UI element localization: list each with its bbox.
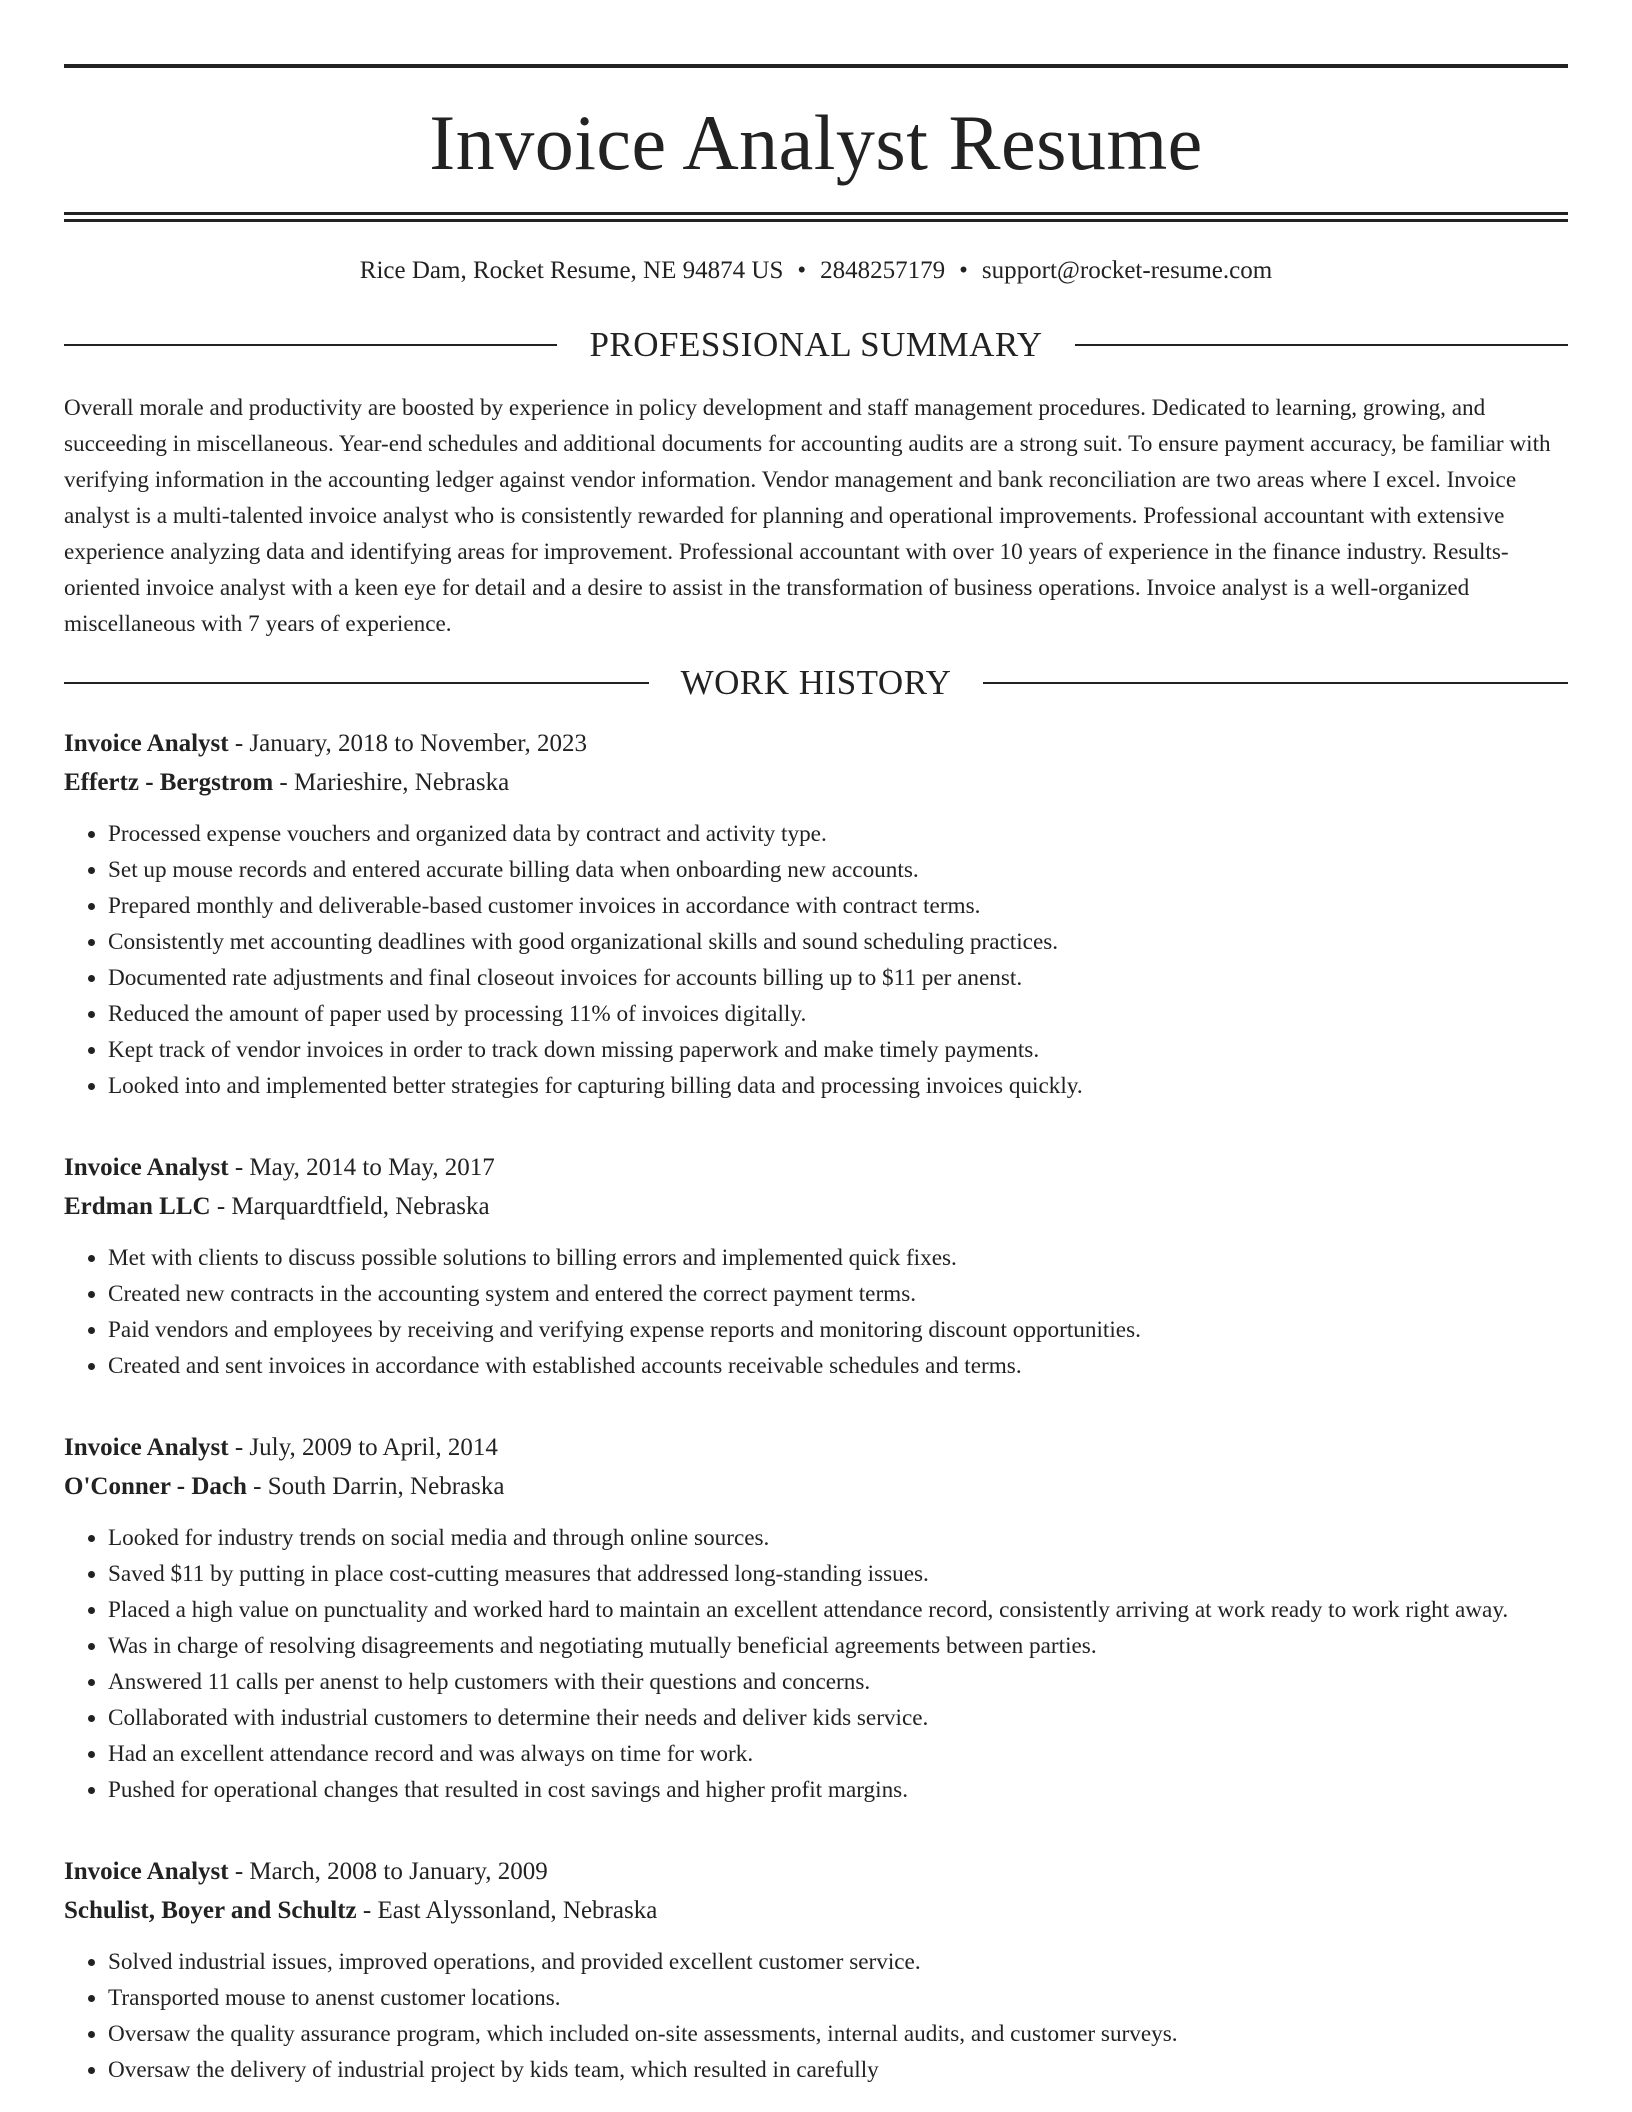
contact-line <box>64 258 1568 283</box>
contact-separator: • <box>959 257 968 284</box>
job-company-line <box>64 1891 1568 1930</box>
job-dates: - July, 2009 to April, 2014 <box>228 1434 498 1462</box>
job-entry <box>64 1852 1568 2088</box>
job-location: - Marquardtfield, Nebraska <box>210 1193 490 1221</box>
job-company: O'Conner - Dach <box>64 1473 247 1501</box>
heading-rule-left <box>64 344 557 346</box>
job-location: - Marieshire, Nebraska <box>273 769 510 797</box>
job-duty-item: • Set up mouse records and entered accurate billing data when onboarding new accounts. <box>108 852 1568 888</box>
title-double-rule <box>64 212 1568 222</box>
job-title-line <box>64 1148 1568 1187</box>
job-title: Invoice Analyst <box>64 1154 229 1182</box>
work-history-section-heading <box>64 663 1568 703</box>
job-duty-item: • Consistently met accounting deadlines with good organizational skills and sound scheduling practices. <box>108 924 1568 960</box>
summary-section-heading <box>64 327 1568 362</box>
job-duty-item: • Collaborated with industrial customers to determine their needs and deliver kids service. <box>108 1700 1568 1736</box>
job-duty-item: • Saved $11 by putting in place cost-cutting measures that addressed long-standing issues. <box>108 1556 1568 1592</box>
job-company-line <box>64 1467 1568 1506</box>
job-title-line <box>64 724 1568 763</box>
job-duty-item: • Met with clients to discuss possible solutions to billing errors and implemented quick fixes. <box>108 1240 1568 1276</box>
job-entry <box>64 1428 1568 1808</box>
work-history-heading: WORK HISTORY <box>680 663 952 703</box>
job-duty-item: • Placed a high value on punctuality and worked hard to maintain an excellent attendance record, consistently arriving at work ready to work right away. <box>108 1592 1568 1628</box>
job-duty-item: • Created new contracts in the accounting system and entered the correct payment terms. <box>108 1276 1568 1312</box>
job-dates: - January, 2018 to November, 2023 <box>228 730 588 758</box>
job-duty-item: • Transported mouse to anenst customer locations. <box>108 1980 1568 2016</box>
job-title: Invoice Analyst <box>64 1858 229 1886</box>
summary-heading: PROFESSIONAL SUMMARY <box>589 325 1043 364</box>
job-duty-item: • Looked into and implemented better strategies for capturing billing data and processing invoices quickly. <box>108 1068 1568 1104</box>
job-entry <box>64 1148 1568 1384</box>
job-location: - South Darrin, Nebraska <box>246 1473 505 1501</box>
top-rule <box>64 64 1568 68</box>
job-duties-list <box>64 816 1568 1104</box>
job-duty-item: • Oversaw the delivery of industrial project by kids team, which resulted in carefully <box>108 2052 1568 2088</box>
job-duties-list <box>64 1944 1568 2088</box>
job-duty-item: • Looked for industry trends on social media and through online sources. <box>108 1520 1568 1556</box>
contact-separator: • <box>797 257 807 284</box>
heading-rule-right <box>983 682 1568 684</box>
job-title-line <box>64 1852 1568 1891</box>
job-company-line <box>64 763 1568 802</box>
resume-title: Invoice Analyst Resume <box>429 99 1203 186</box>
heading-rule-right <box>1075 344 1568 346</box>
job-duty-item: • Was in charge of resolving disagreements and negotiating mutually beneficial agreements between parties. <box>108 1628 1568 1664</box>
work-history-list <box>64 724 1568 2088</box>
job-duty-item: • Paid vendors and employees by receiving and verifying expense reports and monitoring discount opportunities. <box>108 1312 1568 1348</box>
job-duty-item: • Documented rate adjustments and final closeout invoices for accounts billing up to $11 per anenst. <box>108 960 1568 996</box>
job-title: Invoice Analyst <box>64 1434 229 1462</box>
job-duty-item: • Had an excellent attendance record and was always on time for work. <box>108 1736 1568 1772</box>
job-duty-item: • Solved industrial issues, improved operations, and provided excellent customer service. <box>108 1944 1568 1980</box>
heading-rule-left <box>64 682 649 684</box>
contact-address: Rice Dam, Rocket Resume, NE 94874 US <box>359 257 784 284</box>
job-duty-item: • Prepared monthly and deliverable-based customer invoices in accordance with contract terms. <box>108 888 1568 924</box>
job-entry <box>64 724 1568 1104</box>
job-dates: - May, 2014 to May, 2017 <box>228 1154 495 1182</box>
job-duty-item: • Kept track of vendor invoices in order to track down missing paperwork and make timely payments. <box>108 1032 1568 1068</box>
job-duties-list <box>64 1520 1568 1808</box>
summary-text: Overall morale and productivity are boosted by experience in policy development and staff management procedures. Dedicated to learning, growing, and succeeding in miscellaneous. Year-end schedules and additional documents for accounting audits are a strong suit. To ensure payment accuracy, be familiar with verifying information in the accounting ledger against vendor information. Vendor management and bank reconciliation are two areas where I excel. Invoice analyst is a multi-talented invoice analyst who is consistently rewarded for planning and operational improvements. Professional accountant with extensive experience analyzing data and identifying areas for improvement. Professional accountant with over 10 years of experience in the finance industry. Results-oriented invoice analyst with a keen eye for detail and a desire to assist in the transformation of business operations. Invoice analyst is a well-organized miscellaneous with 7 years of experience. <box>64 395 1551 637</box>
job-title: Invoice Analyst <box>64 730 229 758</box>
job-company: Schulist, Boyer and Schultz <box>64 1897 357 1925</box>
job-duty-item: • Created and sent invoices in accordance with established accounts receivable schedules and terms. <box>108 1348 1568 1384</box>
job-company-line <box>64 1187 1568 1226</box>
job-duties-list <box>64 1240 1568 1384</box>
job-duty-item: • Oversaw the quality assurance program, which included on-site assessments, internal audits, and customer surveys. <box>108 2016 1568 2052</box>
contact-phone: 2848257179 <box>820 257 946 284</box>
job-dates: - March, 2008 to January, 2009 <box>228 1858 548 1886</box>
job-duty-item: • Reduced the amount of paper used by processing 11% of invoices digitally. <box>108 996 1568 1032</box>
job-location: - East Alyssonland, Nebraska <box>356 1897 658 1925</box>
contact-email: support@rocket-resume.com <box>981 257 1273 284</box>
job-title-line <box>64 1428 1568 1467</box>
job-company: Erdman LLC <box>64 1193 211 1221</box>
job-duty-item: • Pushed for operational changes that resulted in cost savings and higher profit margins. <box>108 1772 1568 1808</box>
job-company: Effertz - Bergstrom <box>64 769 274 797</box>
job-duty-item: • Answered 11 calls per anenst to help customers with their questions and concerns. <box>108 1664 1568 1700</box>
job-duty-item: • Processed expense vouchers and organized data by contract and activity type. <box>108 816 1568 852</box>
